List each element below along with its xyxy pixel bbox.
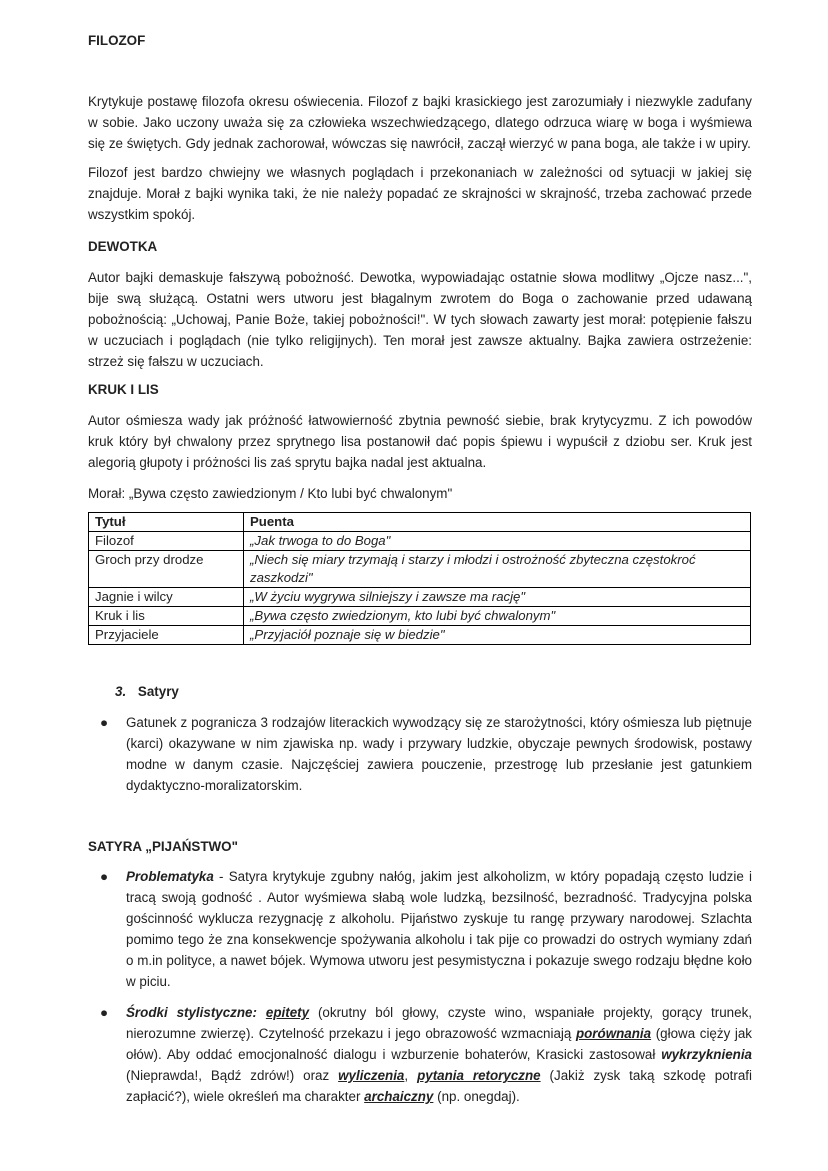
satyry-heading — [115, 681, 179, 702]
filozof-paragraph-1: Krytykuje postawę filozofa okresu oświecenia. Filozof z bajki krasickiego jest zarozumiały i niezwykle zadufany w sobie. Jako uczony uważa się za człowieka wszechwiedzącego, dlatego odrzuca wiarę w boga i wyśmiewa się ze świętych. Gdy jednak zachorował, wówczas się nawrócił, zaczął wierzyć w pana boga, ale także i w upiry. — [88, 94, 752, 151]
table-row — [89, 551, 751, 588]
problematyka-label: Problematyka — [126, 869, 214, 884]
dewotka-paragraph: Autor bajki demaskuje fałszywą pobożność. Dewotka, wypowiadając ostatnie słowa modlitwy „Ojcze nasz...", bije swą służącą. Ostatni wers utworu jest błagalnym zwrotem do Boga o zachowanie przed udawaną pobożnością: „Uchowaj, Panie Boże, takiej pobożności!". W tych słowach zawarty jest morał: potępienie fałszu w uczuciach i poglądach (nie tylko religijnych). Ten morał jest zawsze aktualny. Bajka zawiera ostrzeżenie: strzeż się fałszu w uczuciach. — [88, 270, 752, 369]
satyry-number: 3. — [115, 684, 127, 699]
bullet-icon: ● — [100, 869, 109, 884]
term-porownania: porównania — [575, 1026, 652, 1041]
table-cell-title: Groch przy drodze — [89, 551, 244, 588]
problematyka-text: - Satyra krytykuje zgubny nałóg, jakim jest alkoholizm, w który popadają często ludzie i tracą swoją godność . Autor wyśmiewa słabą wole ludzką, bezsilność, bezradność. Tradycyjna polska gościnność wyklucza rezygnację z alkoholu. Pijaństwo zyskuje tu rangę przywary narodowej. Szlachta pomimo tego że zna konsekwencje spożywania alkoholu i tak pije co prowadzi do ostrych wymiany zdań o m.in polityce, a nawet bójek. Wymowa utworu jest pesymistyczna i pokazuje swego rodzaju błędne koło w piciu. — [126, 869, 752, 989]
srodki-text-5: (np. onegdaj). — [433, 1089, 520, 1104]
section-title-kruk-i-lis: KRUK I LIS — [88, 382, 159, 397]
srodki-comma: , — [404, 1068, 418, 1083]
satyry-definition: Gatunek z pogranicza 3 rodzajów literackich wywodzący się ze starożytności, który ośmiesza lub piętnuje (karci) okazywane w nim zjawiska np. wady i przywary ludzkie, obyczaje pewnych środowisk, postawy modne w danym czasie. Najczęściej zawiera pouczenie, przestrogę lub przesłanie jest gatunkiem dydaktyczno-moralizatorskim. — [126, 715, 752, 793]
srodki-text-1: (okrutny ból głowy, czyste wino, wspaniałe projekty, gorący trunek, nierozumne zwierzę). Czytelność przekazu i jego obrazowość wzmacniają — [126, 1005, 752, 1041]
list-item — [88, 866, 752, 992]
srodki-label: Środki stylistyczne: — [126, 1005, 257, 1020]
table-cell-puenta: „Przyjaciół poznaje się w biedzie" — [244, 626, 751, 645]
table-row — [89, 607, 751, 626]
srodki-text-2: (głowa cięży jak ołów). Aby oddać emocjonalność dialogu i wzburzenie bohaterów, Krasicki zastosował — [126, 1026, 752, 1062]
table-cell-puenta: „Bywa często zwiedzionym, kto lubi być chwalonym" — [244, 607, 751, 626]
table-cell-title: Jagnie i wilcy — [89, 588, 244, 607]
term-archaiczny: archaiczny — [364, 1089, 434, 1104]
term-wyliczenia: wyliczenia — [338, 1068, 405, 1083]
pijanstwo-list — [88, 866, 752, 1107]
table-cell-title: Kruk i lis — [89, 607, 244, 626]
bullet-icon: ● — [100, 1005, 109, 1020]
table-cell-title: Filozof — [89, 532, 244, 551]
table-row — [89, 588, 751, 607]
table-row — [89, 532, 751, 551]
table-cell-puenta: „W życiu wygrywa silniejszy i zawsze ma rację" — [244, 588, 751, 607]
satyry-title: Satyry — [137, 684, 179, 699]
table-cell-puenta: „Niech się miary trzymają i starzy i młodzi i ostrożność zbyteczna częstokroć zaszkodzi" — [244, 551, 751, 588]
table-cell-title: Przyjaciele — [89, 626, 244, 645]
list-item — [88, 1002, 752, 1107]
filozof-paragraph-2: Filozof jest bardzo chwiejny we własnych poglądach i przekonaniach w zależności od sytuacji w jakiej się znajduje. Morał z bajki wynika taki, że nie należy popadać ze skrajności w skrajność, trzeba zachować przede wszystkim spokój. — [88, 165, 752, 222]
table-cell-puenta: „Jak trwoga to do Boga" — [244, 532, 751, 551]
term-wykrzyknienia: wykrzyknienia — [661, 1047, 752, 1062]
table-header-cell: Tytuł — [89, 513, 244, 532]
term-epitety: epitety — [265, 1005, 310, 1020]
kruk-moral: Morał: „Bywa często zawiedzionym / Kto lubi być chwalonym" — [88, 486, 453, 501]
kruk-paragraph: Autor ośmiesza wady jak próżność łatwowierność zbytnia pewność siebie, brak krytycyzmu. Z ich powodów kruk który był chwalony przez sprytnego lisa postanowił dać popis śpiewu i wypuścił z dziobu ser. Kruk jest alegorią głupoty i próżności lis zaś sprytu bajka nadal jest aktualna. — [88, 413, 752, 470]
section-title-filozof: FILOZOF — [88, 33, 146, 48]
section-title-pijanstwo: SATYRA „PIJAŃSTWO" — [88, 839, 238, 854]
table-header-row — [89, 513, 751, 532]
table-header-cell: Puenta — [244, 513, 751, 532]
list-item — [88, 712, 752, 796]
bullet-icon: ● — [100, 715, 109, 730]
table-row — [89, 626, 751, 645]
section-title-dewotka: DEWOTKA — [88, 239, 158, 254]
srodki-text-4: (Jakiż zysk taką szkodę potrafi zapłacić?), wiele określeń ma charakter — [126, 1068, 753, 1104]
srodki-text-3: (Nieprawda!, Bądź zdrów!) oraz — [126, 1068, 339, 1083]
satyry-list — [88, 712, 752, 796]
puenta-table — [88, 512, 751, 645]
term-pytania-retoryczne: pytania retoryczne — [417, 1068, 541, 1083]
